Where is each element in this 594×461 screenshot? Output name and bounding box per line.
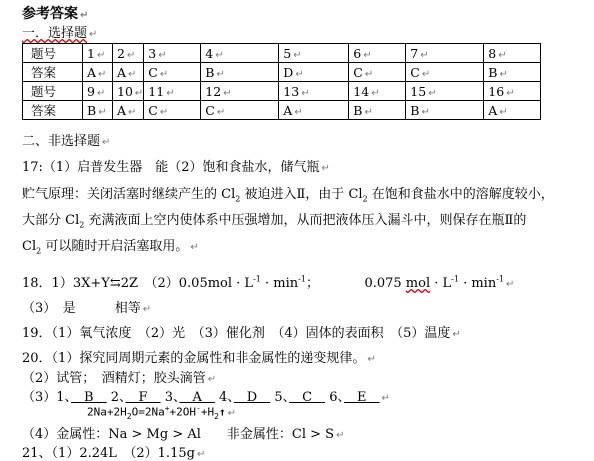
q20-equation: $2Na+2H_2O=2Na^++2OH^-+H_2↑$ ↵	[87, 404, 236, 421]
table-cell: C ↵	[144, 63, 201, 82]
q18-line1: 18．1）3X+Y⇆2Z $(2)0.05mol \cdot L^{-1} \cdot \min^{-1}$； 0.075 mol · $L^{-1} \cdot \min^{-1}$ ↵	[22, 274, 515, 291]
table-row-label: 答案	[23, 63, 83, 82]
table-cell: B ↵	[484, 63, 541, 82]
table-cell: 7 ↵	[406, 44, 484, 63]
table-row-label: 题号	[23, 44, 83, 63]
table-cell: 14 ↵	[349, 82, 406, 101]
q20-line2: （2）试管； 酒精灯；胶头滴管 ↵	[22, 371, 217, 386]
table-cell: 10 ↵	[113, 82, 144, 101]
page-title: 参考答案 ↵	[22, 6, 89, 22]
table-cell: 1 ↵	[83, 44, 113, 63]
table-cell: 2 ↵	[113, 44, 144, 63]
table-cell: 9 ↵	[83, 82, 113, 101]
section-choice-heading: 一．选择题 ↵	[22, 26, 98, 41]
table-cell: B ↵	[406, 101, 484, 120]
answer-table	[22, 43, 541, 120]
table-cell: B ↵	[201, 63, 279, 82]
q17-line1: 17:（1）启普发生器 能（2）饱和食盐水，储气瓶 ↵	[22, 160, 330, 175]
table-cell: A ↵	[83, 63, 113, 82]
q19-line: 19．（1）氧气浓度 （2）光 （3）催化剂 （4）固体的表面积 （5）温度 ↵	[22, 326, 461, 341]
table-cell: C ↵	[349, 63, 406, 82]
table-cell: C ↵	[144, 101, 201, 120]
table-cell: 11 ↵	[144, 82, 201, 101]
table-cell: C ↵	[406, 63, 484, 82]
q20-line5: （4）金属性：Na > Mg > Al 非金属性：Cl > S ↵	[22, 427, 345, 442]
q17-para-line2: 大部分 $Cl_2$ 充满液面上空内使体系中压强增加，从而把液体压入漏斗中，则保存在瓶Ⅱ的	[22, 213, 527, 230]
table-row	[23, 82, 541, 101]
table-cell: B ↵	[349, 101, 406, 120]
table-cell: A ↵	[113, 101, 144, 120]
table-cell: 5 ↵	[279, 44, 349, 63]
table-cell: 3 ↵	[144, 44, 201, 63]
table-cell: 16 ↵	[484, 82, 541, 101]
table-cell: 15 ↵	[406, 82, 484, 101]
q17-para-line3: $Cl_2$ 可以随时开启活塞取用。 ↵	[22, 239, 199, 256]
table-cell: 13 ↵	[279, 82, 349, 101]
table-row-label: 答案	[23, 101, 83, 120]
table-row	[23, 101, 541, 120]
table-cell: 6 ↵	[349, 44, 406, 63]
table-cell: 8 ↵	[484, 44, 541, 63]
table-cell: C ↵	[201, 101, 279, 120]
table-cell: D ↵	[279, 63, 349, 82]
q21-line: 21、（1）2.24L （2）1.15g ↵	[22, 446, 206, 461]
table-cell: 4 ↵	[201, 44, 279, 63]
table-row-label: 题号	[23, 82, 83, 101]
q20-line1: 20．（1）探究同周期元素的金属性和非金属性的递变规律。 ↵	[22, 351, 376, 366]
table-cell: A ↵	[279, 101, 349, 120]
table-cell: 12 ↵	[201, 82, 279, 101]
q18-line2: （3） 是 相等 ↵	[22, 301, 152, 316]
table-cell: A ↵	[113, 63, 144, 82]
table-cell: A ↵	[484, 101, 541, 120]
table-cell: B ↵	[83, 101, 113, 120]
q17-para-line1: 贮气原理：关闭活塞时继续产生的 $Cl_2$ 被迫进入Ⅱ，由于 $Cl_2$ 在饱和食盐水中的溶解度较小，	[22, 187, 554, 204]
q20-line3: （3）1、 B 2、 F 3、 A 4、 D 5、 C 6、 E ↵	[22, 390, 390, 405]
section-nonchoice-heading: 二、非选择题 ↵	[22, 134, 111, 149]
table-row	[23, 63, 541, 82]
table-row	[23, 44, 541, 63]
